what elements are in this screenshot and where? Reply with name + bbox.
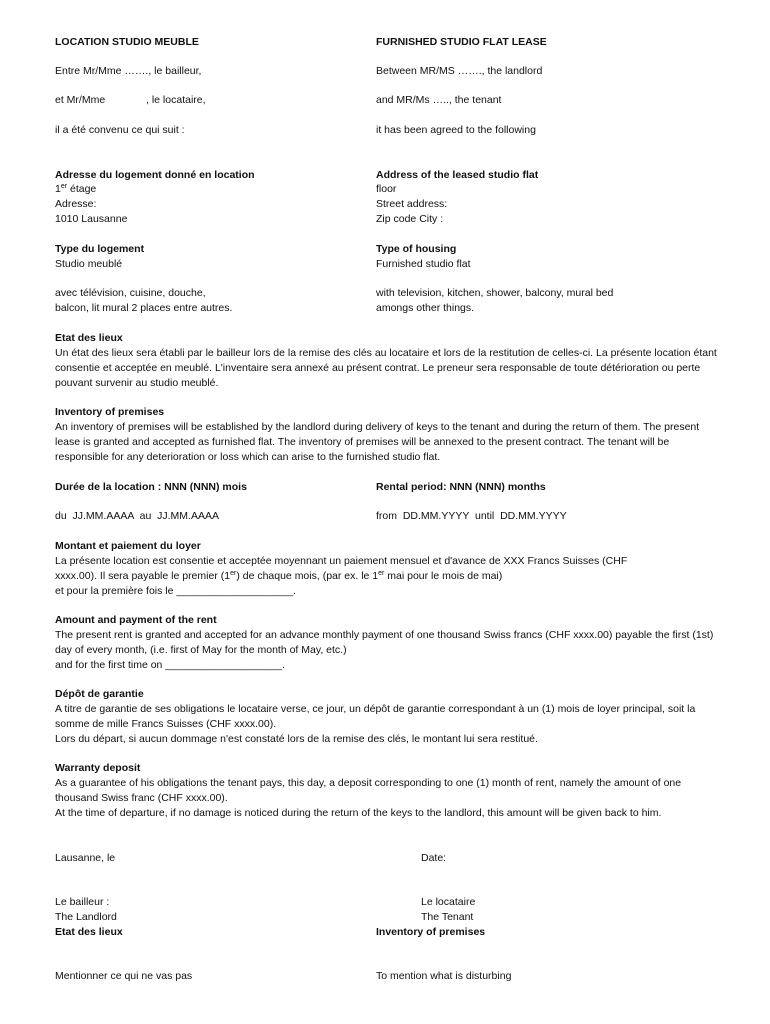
warranty-paragraph: As a guarantee of his obligations the tenant pays, this day, a deposit corresponding to one (1) month of rent, namely the amount of one thousand Swiss franc (CHF xxxx.00). [55, 777, 682, 804]
title-en: FURNISHED STUDIO FLAT LEASE [376, 36, 547, 48]
parties-tenant-en: and MR/Ms ….., the tenant [376, 94, 502, 106]
duration-dates-en: from DD.MM.YYYY until DD.MM.YYYY [376, 510, 567, 522]
address-title-fr: Adresse du logement donné en location [55, 169, 255, 181]
warranty-title: Warranty deposit [55, 762, 141, 774]
amenities-en-line2: amongs other things. [376, 302, 475, 314]
annex-title-fr: Etat des lieux [55, 926, 123, 938]
inventory-paragraph: An inventory of premises will be established by the landlord during delivery of keys to the tenant and during the return of them. The present lease is granted and accepted as furnished flat. The inventory of premises will be annexed to the present contract. The tenant will be responsible for any deterioration or loss which can arise to the furnished studio flat. [55, 421, 700, 463]
rent-paragraph: The present rent is granted and accepted for an advance monthly payment of one thousand Swiss francs (CHF xxxx.00) payable the first (1st) day of every month, (i.e. first of May for the month of May, etc.) [55, 629, 714, 656]
signature-place: Lausanne, le [55, 852, 116, 864]
inventory-title: Inventory of premises [55, 406, 165, 418]
etat-paragraph: Un état des lieux sera établi par le bailleur lors de la remise des clés au locataire et lors de la restitution de celles-ci. La présente location étant consentie et acceptée en meublé. L'inventaire sera annexé au présent contrat. Le preneur sera responsable de toute détérioration ou perte pouvant survenir au studio meublé. [55, 347, 717, 389]
annex-text-en: To mention what is disturbing [376, 970, 512, 982]
loyer-title: Montant et paiement du loyer [55, 540, 201, 552]
address-floor-fr: 1er étage [55, 183, 97, 195]
parties-tenant-fr: et Mr/Mme , le locataire, [55, 94, 206, 106]
rent-title: Amount and payment of the rent [55, 614, 217, 626]
housing-title-en: Type of housing [376, 243, 457, 255]
address-street-en: Street address: [376, 198, 448, 210]
warranty-return: At the time of departure, if no damage is noticed during the return of the keys to the landlord, this amount will be given back to him. [55, 807, 662, 819]
address-floor-en: floor [376, 183, 397, 195]
amenities-fr-line2: balcon, lit mural 2 places entre autres. [55, 302, 233, 314]
etat-title: Etat des lieux [55, 332, 123, 344]
loyer-line1: La présente location est consentie et acceptée moyennant un paiement mensuel et d'avance de XXX Francs Suisses (CHF [55, 555, 628, 567]
annex-text-fr: Mentionner ce qui ne vas pas [55, 970, 193, 982]
amenities-en-line1: with television, kitchen, shower, balcony, mural bed [376, 287, 614, 299]
duration-title-en: Rental period: NNN (NNN) months [376, 481, 546, 493]
annex-title-en: Inventory of premises [376, 926, 486, 938]
address-city-en: Zip code City : [376, 213, 444, 225]
address-city-fr: 1010 Lausanne [55, 213, 128, 225]
signature-tenant-en: The Tenant [421, 911, 474, 923]
depot-return: Lors du départ, si aucun dommage n'est constaté lors de la remise des clés, le montant lui sera restitué. [55, 733, 538, 745]
parties-agreed-en: it has been agreed to the following [376, 124, 536, 136]
depot-paragraph: A titre de garantie de ses obligations le locataire verse, ce jour, un dépôt de garantie correspondant à un (1) mois de loyer principal, soit la somme de mille Francs Suisses (CHF xxxx.00). [55, 703, 696, 730]
loyer-line3: et pour la première fois le ____________________. [55, 585, 297, 597]
duration-dates-fr: du JJ.MM.AAAA au JJ.MM.AAAA [55, 510, 219, 522]
housing-title-fr: Type du logement [55, 243, 145, 255]
title-fr: LOCATION STUDIO MEUBLE [55, 36, 199, 48]
amenities-fr-line1: avec télévision, cuisine, douche, [55, 287, 206, 299]
housing-value-fr: Studio meublé [55, 258, 123, 270]
parties-landlord-fr: Entre Mr/Mme ……., le bailleur, [55, 65, 202, 77]
address-title-en: Address of the leased studio flat [376, 169, 539, 181]
signature-date: Date: [421, 852, 447, 864]
housing-value-en: Furnished studio flat [376, 258, 471, 270]
depot-title: Dépôt de garantie [55, 688, 144, 700]
loyer-line2: xxxx.00). Il sera payable le premier (1er) de chaque mois, (par ex. le 1er mai pour le mois de mai) [55, 570, 503, 582]
duration-title-fr: Durée de la location : NNN (NNN) mois [55, 481, 247, 493]
signature-tenant-fr: Le locataire [421, 896, 476, 908]
parties-landlord-en: Between MR/MS ……., the landlord [376, 65, 543, 77]
signature-landlord-fr: Le bailleur : [55, 896, 110, 908]
signature-landlord-en: The Landlord [55, 911, 117, 923]
parties-agreed-fr: il a été convenu ce qui suit : [55, 124, 185, 136]
rent-first-time: and for the first time on ____________________. [55, 659, 286, 671]
address-street-fr: Adresse: [55, 198, 97, 210]
